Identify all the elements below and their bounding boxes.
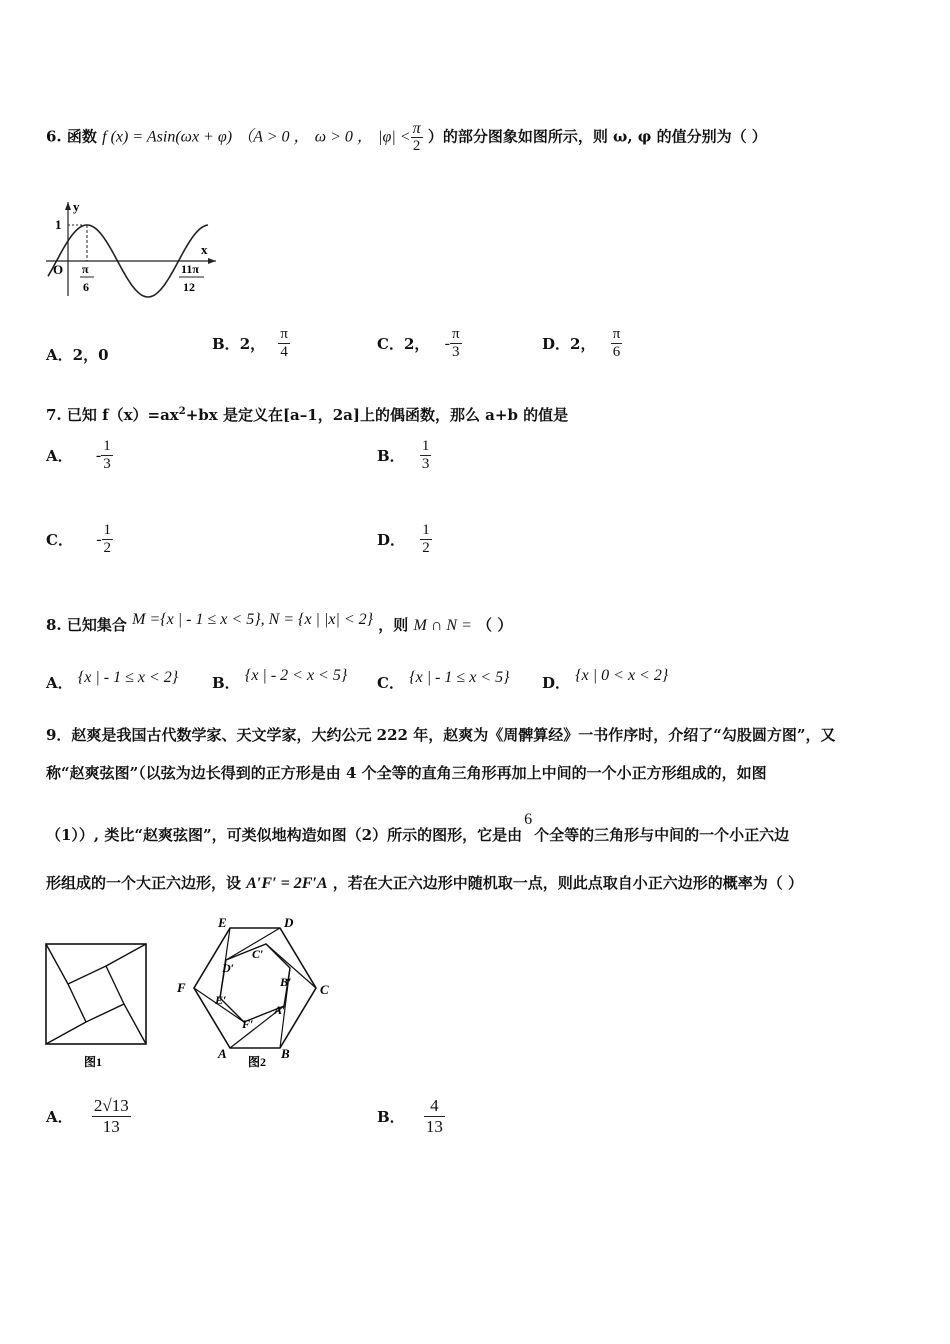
option-label: A． xyxy=(46,346,73,364)
tick-pi6-num: π xyxy=(82,262,89,276)
vertex-f-label: F xyxy=(177,980,186,995)
option-text: {x | - 1 ≤ x < 2} xyxy=(77,669,179,686)
figure-2-caption: 图2 xyxy=(248,1055,267,1069)
q8-option-a[interactable] xyxy=(46,669,179,693)
inner-square xyxy=(68,966,124,1022)
vertex-b-label: B xyxy=(281,1046,290,1061)
fraction-denominator: 13 xyxy=(102,1117,120,1136)
vertex-c-prime-label: C′ xyxy=(252,947,264,961)
y-axis-label: y xyxy=(73,199,80,214)
option-label: B． xyxy=(377,1108,405,1126)
option-fraction xyxy=(450,326,462,361)
option-fraction xyxy=(101,438,113,473)
q6-number: 6. xyxy=(46,127,62,146)
q8-prefix: 已知集合 xyxy=(66,616,127,634)
q9-line-4 xyxy=(46,872,803,893)
option-fraction xyxy=(420,522,432,557)
fraction-numerator: π xyxy=(451,326,460,342)
q6-option-d[interactable] xyxy=(542,326,622,361)
q7-option-a[interactable] xyxy=(46,438,113,473)
option-text: 2， xyxy=(403,335,430,353)
q8-stem xyxy=(46,611,513,635)
fraction-numerator: π xyxy=(412,120,421,137)
q9-line-4a: 形组成的一个大正六边形，设 xyxy=(46,874,242,892)
q9-line-1: 9．赵爽是我国古代数学家、天文学家，大约公元 222 年，赵爽为《周髀算经》一书作序时，介绍了“勾股圆方图”，又 xyxy=(46,726,836,744)
option-sign: - xyxy=(96,530,102,548)
q9-ratio-expression: A′F′ = 2F′A xyxy=(246,875,328,892)
q6-option-a[interactable] xyxy=(46,344,109,365)
vertex-e-label: E xyxy=(218,915,227,930)
q9-figure-2 xyxy=(168,910,340,1074)
option-label: A． xyxy=(46,1108,73,1126)
option-sign: - xyxy=(444,334,450,352)
option-text: 2， xyxy=(239,335,266,353)
option-text: {x | - 1 ≤ x < 5} xyxy=(409,669,510,686)
y-axis-arrow xyxy=(65,202,71,210)
option-text: 2，0 xyxy=(72,346,109,364)
option-text: {x | - 2 < x < 5} xyxy=(244,667,348,684)
q6-suffix: ）的部分图象如图所示，则 ω, φ 的值分别为（ ） xyxy=(427,127,767,146)
triangle-edge xyxy=(46,1022,86,1044)
q8-option-d[interactable] xyxy=(542,667,669,693)
q6-option-b[interactable] xyxy=(212,326,290,361)
triangle-edge xyxy=(46,944,68,984)
fraction-numerator: π xyxy=(612,326,621,342)
q6-option-c[interactable] xyxy=(377,326,462,361)
q8-expression: M ∩ N = xyxy=(413,617,472,634)
fraction-denominator: 4 xyxy=(280,344,288,360)
fraction-numerator: 1 xyxy=(422,522,430,538)
fraction-denominator: 2 xyxy=(422,540,430,556)
q8-paren: （ ） xyxy=(477,616,513,634)
q7-option-c[interactable] xyxy=(46,522,113,557)
option-fraction xyxy=(611,326,623,361)
outer-hexagon xyxy=(194,928,316,1048)
vertex-c-label: C xyxy=(320,982,329,997)
q8-option-b[interactable] xyxy=(212,667,348,693)
q7-stem xyxy=(46,404,568,425)
option-label: A． xyxy=(46,447,73,465)
option-sign: - xyxy=(95,446,102,464)
option-text: {x | 0 < x < 2} xyxy=(575,667,669,684)
vertex-f-prime-label: F′ xyxy=(242,1017,254,1031)
vertex-b-prime-label: B′ xyxy=(280,975,292,989)
option-fraction xyxy=(102,522,114,557)
option-fraction xyxy=(92,1096,131,1137)
option-text: 2， xyxy=(570,335,596,353)
q8-sets: M ={x | - 1 ≤ x < 5}, N = {x | |x| < 2} xyxy=(132,611,374,628)
tick-pi6-den: 6 xyxy=(83,280,89,294)
fraction-denominator: 13 xyxy=(425,1117,443,1136)
fraction-denominator: 2 xyxy=(412,138,421,154)
fraction-denominator: 3 xyxy=(103,456,111,472)
x-axis-label: x xyxy=(201,242,208,257)
q8-option-c[interactable] xyxy=(377,669,510,693)
q6-prefix: 函数 xyxy=(66,127,97,146)
q7-text-a: 已知 f（x）=ax xyxy=(66,406,179,424)
option-label: D． xyxy=(542,674,571,692)
tick-11pi12-num: 11π xyxy=(181,262,199,276)
triangle-edge xyxy=(124,1004,146,1044)
q6-cond3-fraction xyxy=(411,120,423,155)
vertex-d-prime-label: D′ xyxy=(222,961,235,975)
fraction-denominator: 6 xyxy=(612,344,621,360)
q6-function: f (x) = Asin(ωx + φ) xyxy=(102,128,233,146)
outer-square xyxy=(46,944,146,1044)
tick-11pi12-den: 12 xyxy=(183,280,195,294)
option-label: C． xyxy=(377,674,404,692)
option-label: B． xyxy=(377,447,405,465)
option-fraction xyxy=(420,438,432,473)
q9-line-3a: （1））, 类比“赵爽弦图”，可类似地构造如图（2）所示的图形，它是由 xyxy=(46,826,523,844)
vertex-d-label: D xyxy=(284,915,294,930)
q7-text-b: +bx 是定义在[a–1，2a]上的偶函数，那么 a+b 的值是 xyxy=(185,406,569,424)
x-axis-arrow xyxy=(208,258,216,264)
triangle-edge xyxy=(106,944,146,966)
figure-1-caption: 图1 xyxy=(84,1055,103,1069)
fraction-numerator: 2√13 xyxy=(93,1096,129,1115)
q9-option-b[interactable] xyxy=(377,1096,445,1137)
q6-cond2: ω > 0 ， xyxy=(314,128,373,146)
q7-option-d[interactable] xyxy=(377,522,432,557)
fraction-denominator: 3 xyxy=(451,344,460,360)
option-label: C． xyxy=(46,531,73,549)
q7-superscript: 2 xyxy=(178,406,186,417)
option-label: D． xyxy=(377,531,406,549)
q6-cond3-abs: |φ| < xyxy=(378,128,411,146)
fraction-denominator: 3 xyxy=(421,456,430,472)
q9-line-4b: ，若在大正六边形中随机取一点，则此点取自小正六边形的概率为（ ） xyxy=(332,874,804,892)
fraction-numerator: 1 xyxy=(103,522,112,538)
q9-figure-1 xyxy=(44,940,150,1072)
origin-label: O xyxy=(53,262,64,277)
fraction-numerator: 1 xyxy=(103,438,111,454)
q6-stem xyxy=(46,120,767,155)
option-label: A． xyxy=(46,674,73,692)
q9-line-3b: 个全等的三角形与中间的一个小正六边 xyxy=(534,826,790,844)
option-label: B． xyxy=(212,674,240,692)
q7-number: 7. xyxy=(46,406,62,424)
option-label: C． xyxy=(377,335,404,353)
fraction-numerator: π xyxy=(280,326,288,342)
option-fraction xyxy=(424,1096,445,1137)
vertex-e-prime-label: E′ xyxy=(215,993,227,1007)
fraction-numerator: 4 xyxy=(424,1096,445,1117)
fraction-denominator: 2 xyxy=(103,540,112,556)
vertex-a-label: A xyxy=(218,1046,227,1061)
q8-suffix: ，则 xyxy=(378,616,409,634)
q9-six: 6 xyxy=(524,811,533,828)
option-fraction xyxy=(278,326,290,361)
option-label: D． xyxy=(542,335,571,353)
y-one-label: 1 xyxy=(55,217,62,232)
q9-line-3 xyxy=(46,811,790,845)
q8-number: 8. xyxy=(46,616,62,634)
option-label: B． xyxy=(212,335,240,353)
q9-line-2: 称“赵爽弦图”（以弦为边长得到的正方形是由 4 个全等的直角三角形再加上中间的一个小正方形组成的，如图 xyxy=(46,764,767,782)
q6-cond1: （A > 0 ， xyxy=(237,128,310,146)
fraction-numerator: 1 xyxy=(421,438,430,454)
q9-option-a[interactable] xyxy=(46,1096,131,1137)
q6-sine-graph xyxy=(44,198,219,300)
vertex-a-prime-label: A′ xyxy=(274,1003,286,1017)
q7-option-b[interactable] xyxy=(377,438,431,473)
